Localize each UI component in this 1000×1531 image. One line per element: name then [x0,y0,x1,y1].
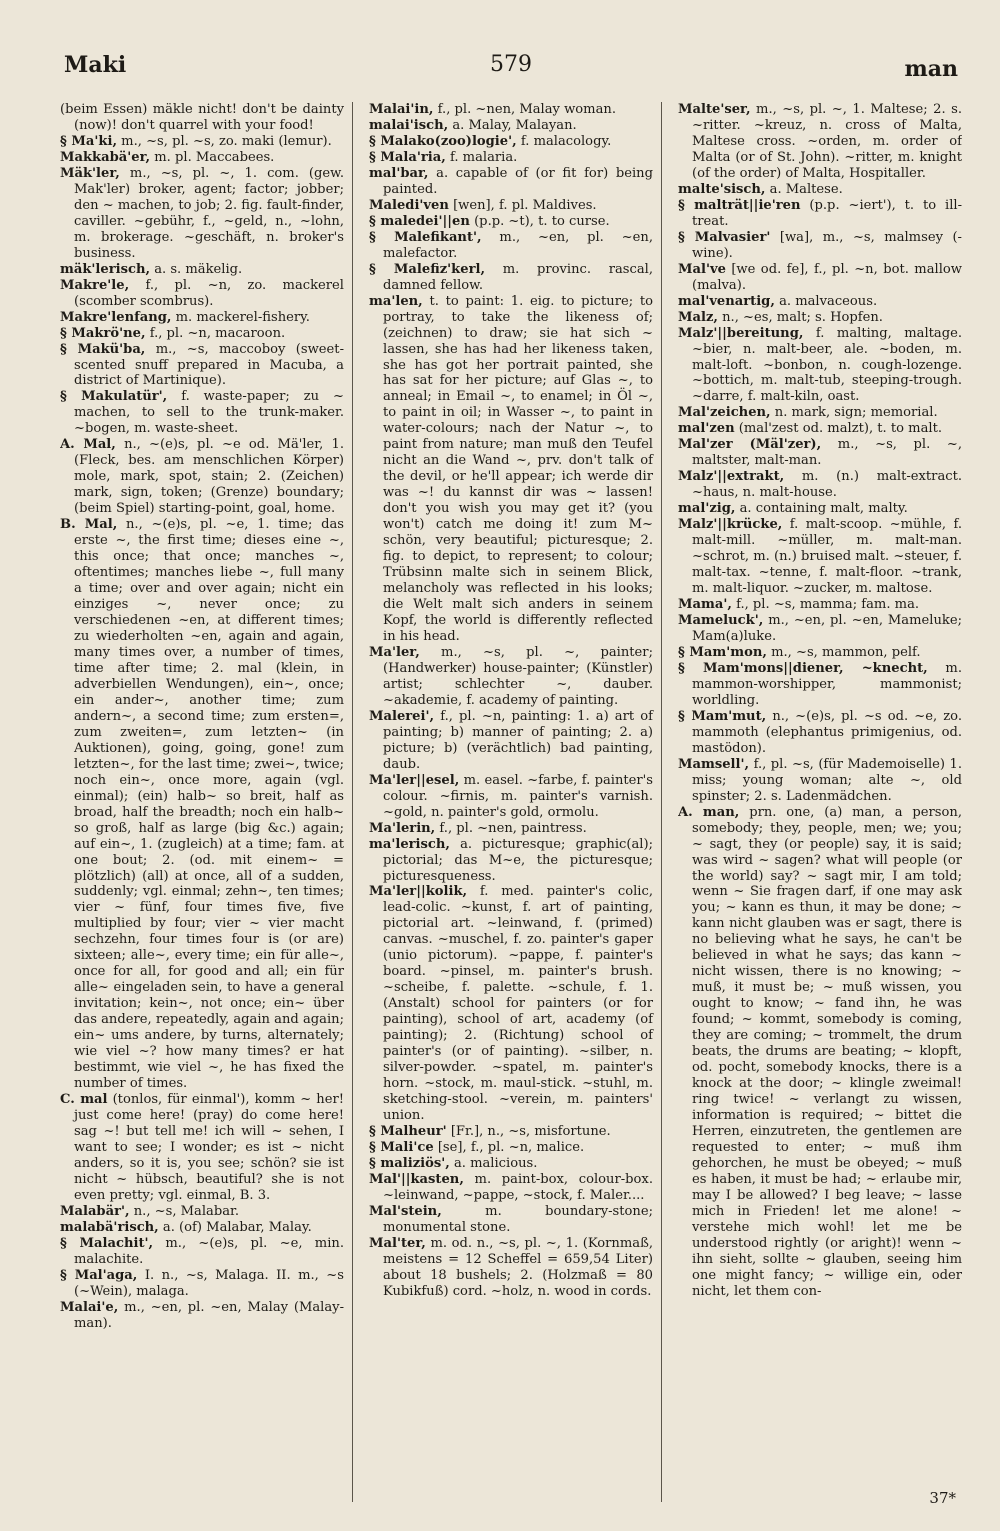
dictionary-entry [678,229,962,262]
dictionary-entry [369,133,653,150]
entry-definition: m. pl. Maccabees. [154,149,275,165]
dictionary-entry [60,517,344,1092]
dictionary-entry [60,165,344,262]
entry-definition: m., ~s, maccoboy (sweet-scented snuff prepared in Macuba, a district of Martinique). [74,341,344,389]
dictionary-entry [60,102,344,134]
dictionary-entry [678,405,962,421]
dictionary-entry [369,1139,653,1156]
entry-headword: Makre'le, [60,277,130,293]
entry-definition: m., ~s, mammon, pelf. [771,644,921,660]
entry-definition: t. to paint: 1. eig. to picture; to portray, to take the likeness of; (zeichnen) to draw; sie hat sich ~ lassen, she has had her likeness taken, she has got her portrait painted, she has sat for her picture; auf Glas ~, to anneal; in Email ~, to enamel; in Öl ~, to paint in oil; in Wasser ~, to paint in water-colours; nach der Natur ~, to paint from nature; man muß den Teufel nicht an die Wand ~, prv. don't talk of the devil, or he'll appear; ich werde dir was ~! du kannst dir was ~ lassen! don't you wish you may get it? (you won't) catch me doing it! zum M~ schön, very beautiful; picturesque; 2. fig. to depict, to represent; to colour; Trübsinn malte sich in seinem Blick, melancholy was reflected in his looks; die Welt malt sich anders in seinem Kopf, the world is differently reflected in his head. [383,293,653,644]
dictionary-entry [678,804,962,1300]
entry-definition: f., pl. ~s, (für Mademoiselle) 1. miss; young woman; alte ~, old spinster; 2. s. Ladenmädchen. [692,756,962,804]
dictionary-entry [369,293,653,645]
entry-definition: m. mackerel-fishery. [175,309,310,325]
entry-definition: a. capable of (or fit for) being painted. [383,165,653,197]
entry-headword: Malte'ser, [678,102,751,117]
entry-definition: a. (of) Malabar, Malay. [162,1219,312,1235]
dictionary-entry [678,181,962,198]
entry-headword: malte'sisch, [678,181,766,197]
dictionary-entry [678,102,962,182]
dictionary-entry [60,437,344,517]
dictionary-entry [678,613,962,645]
entry-headword: Malai'e, [60,1299,119,1315]
dictionary-entry [60,261,344,278]
entry-definition: f. malting, maltage. ~bier, n. malt-beer, ale. ~boden, m. malt-loft. ~bonbon, n. cough-lozenge. ~bottich, m. malt-tub, steeping-trough. ~darre, f. malt-kiln, oast. [692,325,962,405]
text-columns [60,102,962,1502]
entry-definition: (beim Essen) mäkle nicht! don't be dainty (now)! don't quarrel with your food! [60,102,344,133]
entry-headword: § Mam'mut, [678,708,767,724]
entry-headword: § Mam'mons||diener, ~knecht, [678,660,928,676]
entry-headword: mal'bar, [369,165,429,181]
dictionary-entry [678,437,962,469]
entry-headword: Malai'in, [369,102,434,117]
entry-definition: [Fr.], n., ~s, misfortune. [450,1124,611,1139]
entry-headword: § Mala'ria, [369,149,446,165]
entry-headword: § Malachit', [60,1235,154,1251]
dictionary-entry [60,1299,344,1332]
dictionary-entry [678,293,962,310]
dictionary-entry [60,277,344,310]
entry-headword: Mal'stein, [369,1203,442,1219]
entry-headword: Mal'||kasten, [369,1171,464,1187]
entry-definition: (mal'zest od. malzt), t. to malt. [738,421,943,437]
entry-definition: m., ~s, pl. ~, maltster, malt-man. [692,437,962,469]
dictionary-entry [369,165,653,198]
entry-headword: Makre'lenfang, [60,309,172,325]
dictionary-entry [678,660,962,709]
entry-definition: a. malicious. [453,1155,538,1171]
entry-headword: Ma'ler, [369,644,420,660]
entry-definition: [we od. fe], f., pl. ~n, bot. mallow (malva). [692,261,962,293]
dictionary-entry [678,501,962,517]
entry-headword: C. mal [60,1092,108,1108]
entry-headword: mal'venartig, [678,293,775,309]
entry-headword: A. man, [678,804,740,820]
entry-headword: Malz, [678,309,718,325]
entry-headword: § Makü'ba, [60,341,146,357]
entry-headword: Malz'||bereitung, [678,325,804,341]
dictionary-entry [678,261,962,294]
entry-definition: a. s. mäkelig. [154,261,243,277]
entry-headword: § Malheur' [369,1124,447,1139]
entry-definition: a. Maltese. [769,181,843,197]
entry-definition: n., ~(e)s, pl. ~e, 1. time; das erste ~, the first time; dieses eine ~, this once; that once; manches ~, oftentimes; manches liebe ~, full many a time; over and over again; nicht ein einziges ~, never once; zu verschiedenen ~en, at different times; zu wiederholten ~en, again and again, many times over, a number of times, time after time; 2. mal (klein, in adverbiellen Wendungen), ein~, once; ein ander~, another time; zum andern~, a second time; zum ersten=, zum zweiten=, zum letzten~ (in Auktionen), going, going, gone! zum letzten~, for the last time; zwei~, twice; noch ein~, once more, again (vgl. einmal); (ein) halb~ so breit, half as broad, half the breadth; noch ein halb~ so groß, half as large (big &c.) again; auf ein~, 1. (zugleich) at a time; fam. at one bout; 2. (od. mit einem~ = plötzlich) (all) at once, all of a sudden, suddenly; vgl. einmal; zehn~, ten times; vier ~ fünf, four times five, five multiplied by four; vier ~ vier macht sechzehn, four times four is (or are) sixteen; alle~, every time; ein für alle~, once for all, for good and all; ein für alle~ eingeladen sein, to have a general invitation; kein~, not once; ein~ über das andere, repeatedly, again and again; ein~ ums andere, by turns, alternately; wie viel ~? how many times? er hat bestimmt, wie viel ~, he has fixed the number of times. [74,517,344,1092]
entry-headword: § Makulatür', [60,389,168,405]
entry-headword: § maledei'||en [369,213,470,229]
entry-headword: Malabär', [60,1203,130,1219]
entry-headword: Mäk'ler, [60,165,120,181]
dictionary-entry [678,421,962,437]
entry-definition: m., ~s, pl. ~, painter; (Handwerker) house-painter; (Künstler) artist; schlechter ~, dauber. ~akademie, f. academy of painting. [383,644,653,708]
entry-headword: § malträt||ie'ren [678,197,801,213]
dictionary-entry [60,149,344,166]
dictionary-entry [60,1092,344,1204]
entry-headword: Ma'lerin, [369,820,436,836]
entry-definition: a. picturesque; graphic(al); pictorial; das M~e, the picturesque; picturesqueness. [383,836,653,884]
entry-definition: n., ~s, Malabar. [133,1203,240,1219]
dictionary-entry [369,1171,653,1204]
entry-definition: a. containing malt, malty. [739,501,908,517]
entry-definition: a. Malay, Malayan. [452,117,577,133]
entry-headword: Malerei', [369,708,435,724]
entry-definition: m., ~(e)s, pl. ~e, min. malachite. [74,1235,344,1267]
entry-headword: Mal'zeichen, [678,405,771,421]
dictionary-entry [369,820,653,837]
dictionary-entry [678,469,962,501]
entry-definition: m. easel. ~farbe, f. painter's colour. ~firnis, m. painter's varnish. ~gold, n. painter's gold, ormolu. [383,772,653,820]
dictionary-entry [60,1267,344,1300]
signature-mark: 37* [929,1489,956,1507]
dictionary-entry [369,884,653,1124]
dictionary-entry [369,1124,653,1140]
dictionary-entry [369,1155,653,1172]
entry-definition: [wa], m., ~s, malmsey (-wine). [692,229,962,261]
entry-headword: § Makrö'ne, [60,325,146,341]
dictionary-entry [369,708,653,773]
entry-definition: f. waste-paper; zu ~ machen, to sell to the trunk-maker. ~bogen, m. waste-sheet. [74,389,344,437]
dictionary-entry [60,325,344,342]
entry-definition: f. med. painter's colic, lead-colic. ~kunst, f. art of painting, pictorial art. ~leinwand, f. (primed) canvas. ~muschel, f. zo. painter's gaper (unio pictorum). ~pappe, f. painter's board. ~pinsel, m. painter's brush. ~scheibe, f. palette. ~schule, f. 1. (Anstalt) school for painters (or for painting), school of art, academy (of painting); 2. (Richtung) school of painter's (or of painting). ~silber, n. silver-powder. ~spatel, m. painter's horn. ~stock, m. maul-stick. ~stuhl, m. sketching-stool. ~verein, m. painters' union. [383,884,653,1124]
dictionary-entry [60,1219,344,1236]
entry-definition: (tonlos, für einmal'), komm ~ her! just come here! (pray) do come here! sag ~! but tell me! ich will ~ sehen, I want to see; I wonder; es ist ~ nicht anders, so it is, you see; schön? sie ist nicht ~ hübsch, beautiful? she is not even pretty; vgl. einmal, B. 3. [74,1092,344,1203]
entry-definition: m., ~s, pl. ~, 1. Maltese; 2. s. ~ritter. ~kreuz, n. cross of Malta, Maltese cross. ~orden, m. order of Malta (or of St. John). ~ritter, m. knight (of the order) of Malta, Hospitaller. [692,102,962,181]
entry-headword: mal'zen [678,421,735,437]
entry-definition: m., ~en, pl. ~en, malefactor. [383,229,653,261]
entry-definition: f., pl. ~nen, paintress. [439,820,587,836]
column-1 [60,102,353,1502]
column-3 [678,102,962,1502]
entry-headword: § Malako(zoo)logie', [369,133,517,149]
dictionary-entry [60,1203,344,1220]
entry-headword: ma'lerisch, [369,836,450,852]
entry-definition: (p.p. ~iert'), t. to ill-treat. [692,197,962,229]
entry-headword: B. Mal, [60,517,118,533]
entry-definition: prn. one, (a) man, a person, somebody; they, people, men; we; you; ~ sagt, they (or people) say, it is said; was wird ~ sagen? what will people (or the world) say? ~ sagt mir, I am told; wenn ~ Sie fragen darf, if one may ask you; ~ kann es thun, it may be done; ~ kann nicht glauben was er sagt, there is no believing what he says, he can't be believed in what he says; das kann ~ nicht wissen, there is no knowing; ~ muß, it must be; ~ muß wissen, you ought to know; ~ fand ihn, he was found; ~ kommt, somebody is coming, they are coming; ~ trommelt, the drum beats, the drums are beating; ~ klopft, od. pocht, somebody knocks, there is a knock at the door; ~ klingle zweimal! ring twice! ~ verlangt zu wissen, information is required; ~ bittet die Herren, einzutreten, the gentlemen are requested to enter; ~ muß ihm gehorchen, he must be obeyed; ~ muß es haben, it must be had; ~ erlaube mir, may I be allowed? I beg leave; ~ lasse mich in Frieden! let me alone! ~ verstehe mich wohl! let me be understood rightly (or aright)! wenn ~ ihn sieht, sollte ~ glauben, seeing him one might fancy; ~ willige ein, oder nicht, let them con- [692,804,962,1299]
entry-headword: Mama', [678,597,732,613]
entry-headword: Ma'ler||kolik, [369,884,468,900]
entry-definition: m., ~en, pl. ~en, Mameluke; Mam(a)luke. [692,613,962,644]
entry-headword: malai'isch, [369,117,449,133]
entry-definition: n., ~(e)s, pl. ~e od. Mä'ler, 1. (Fleck, bes. am menschlichen Körper) mole, mark, spot, stain; 2. (Zeichen) mark, sign, token; (Grenze) boundary; (beim Spiel) starting-point, goal, home. [74,437,344,517]
entry-definition: [wen], f. pl. Maldives. [453,197,597,213]
entry-definition: (p.p. ~t), t. to curse. [474,213,610,229]
entry-headword: ma'len, [369,293,423,309]
dictionary-entry [369,836,653,885]
entry-definition: f. malt-scoop. ~mühle, f. malt-mill. ~müller, m. malt-man. ~schrot, m. (n.) bruised malt. ~steuer, f. malt-tax. ~tenne, f. malt-floor. ~trank, m. malt-liquor. ~zucker, m. maltose. [692,517,962,597]
entry-definition: a. malvaceous. [779,293,878,309]
entry-headword: A. Mal, [60,437,116,453]
entry-headword: Makkabä'er, [60,149,151,165]
dictionary-entry [369,1235,653,1300]
entry-headword: Maledi'ven [369,197,449,213]
entry-headword: Ma'ler||esel, [369,772,460,788]
entry-headword: malabä'risch, [60,1219,159,1235]
page-number: 579 [490,52,532,77]
entry-headword: Mal'zer (Mäl'zer), [678,437,822,453]
entry-definition: m. paint-box, colour-box. ~leinwand, ~pappe, ~stock, f. Maler.... [383,1171,653,1203]
entry-headword: Malz'||extrakt, [678,469,785,485]
dictionary-entry [369,229,653,262]
dictionary-entry [369,261,653,294]
dictionary-entry [369,772,653,821]
entry-definition: n., ~(e)s, pl. ~s od. ~e, zo. mammoth (elephantus primigenius, od. mastödon). [692,708,962,756]
dictionary-entry [60,133,344,150]
entry-headword: § Mam'mon, [678,644,767,660]
entry-definition: m. od. n., ~s, pl. ~, 1. (Kornmaß, meistens = 12 Scheffel = 659,54 Liter) about 18 bushels; 2. (Holzmaß = 80 Kubikfuß) cord. ~holz, n. wood in cords. [383,1235,653,1299]
dictionary-entry [369,117,653,134]
dictionary-entry [369,213,653,230]
entry-definition: m., ~en, pl. ~en, Malay (Malay-man). [74,1299,344,1331]
entry-headword: § Malefiz'kerl, [369,261,486,277]
entry-definition: n. mark, sign; memorial. [774,405,938,421]
dictionary-entry [678,325,962,406]
dictionary-entry [369,1203,653,1236]
entry-definition: f., pl. ~n, macaroon. [149,325,286,341]
entry-headword: § maliziös', [369,1155,450,1171]
dictionary-entry [678,644,962,661]
entry-definition: f. malacology. [520,133,612,149]
entry-headword: § Mali'ce [369,1139,434,1155]
dictionary-entry [369,197,653,214]
entry-headword: § Malefikant', [369,229,482,245]
column-2 [369,102,662,1502]
entry-definition: f., pl. ~n, zo. mackerel (scomber scombrus). [74,277,344,309]
dictionary-entry [678,597,962,613]
entry-definition: m., ~s, pl. ~, 1. com. (gew. Mak'ler) broker, agent; factor; jobber; den ~ machen, to job; 2. fig. fault-finder, caviller. ~gebühr, f., ~geld, n., ~lohn, m. brokerage. ~geschäft, n. broker's business. [74,165,344,261]
dictionary-entry [678,197,962,230]
entry-headword: Mamsell', [678,756,750,772]
dictionary-entry [60,389,344,437]
dictionary-entry [60,341,344,390]
dictionary-entry [369,102,653,118]
entry-definition: m. (n.) malt-extract. ~haus, n. malt-house. [692,469,962,501]
entry-definition: m. boundary-stone; monumental stone. [383,1203,653,1235]
entry-definition: f. malaria. [449,149,518,165]
entry-headword: Malz'||krücke, [678,517,783,533]
entry-headword: § Ma'ki, [60,133,117,149]
entry-headword: Mal've [678,261,726,277]
entry-definition: I. n., ~s, Malaga. II. m., ~s (~Wein), malaga. [74,1267,344,1299]
dictionary-entry [678,708,962,757]
entry-headword: mäk'lerisch, [60,261,151,277]
left-running-headword: Maki [64,52,127,78]
entry-definition: [se], f., pl. ~n, malice. [437,1139,585,1155]
dictionary-entry [60,1235,344,1268]
right-running-headword: man [904,56,958,82]
entry-definition: f., pl. ~s, mamma; fam. ma. [736,597,920,613]
entry-headword: mal'zig, [678,501,736,517]
entry-headword: § Malvasier' [678,229,771,245]
dictionary-entry [678,517,962,597]
entry-headword: § Mal'aga, [60,1267,138,1283]
entry-definition: m. mammon-worshipper, mammonist; worldling. [692,660,962,708]
entry-headword: Mal'ter, [369,1235,426,1251]
page-header [60,52,962,102]
dictionary-entry [369,149,653,166]
entry-definition: m., ~s, pl. ~s, zo. maki (lemur). [121,133,332,149]
dictionary-entry [369,644,653,709]
entry-headword: Mameluck', [678,613,764,628]
entry-definition: f., pl. ~n, painting: 1. a) art of painting; b) manner of painting; 2. a) picture; b) (verächtlich) bad painting, daub. [383,708,653,772]
dictionary-entry [678,309,962,326]
dictionary-entry [60,309,344,326]
entry-definition: n., ~es, malt; s. Hopfen. [722,309,883,325]
dictionary-entry [678,756,962,805]
entry-definition: m. provinc. rascal, damned fellow. [383,261,653,293]
entry-definition: f., pl. ~nen, Malay woman. [437,102,617,117]
